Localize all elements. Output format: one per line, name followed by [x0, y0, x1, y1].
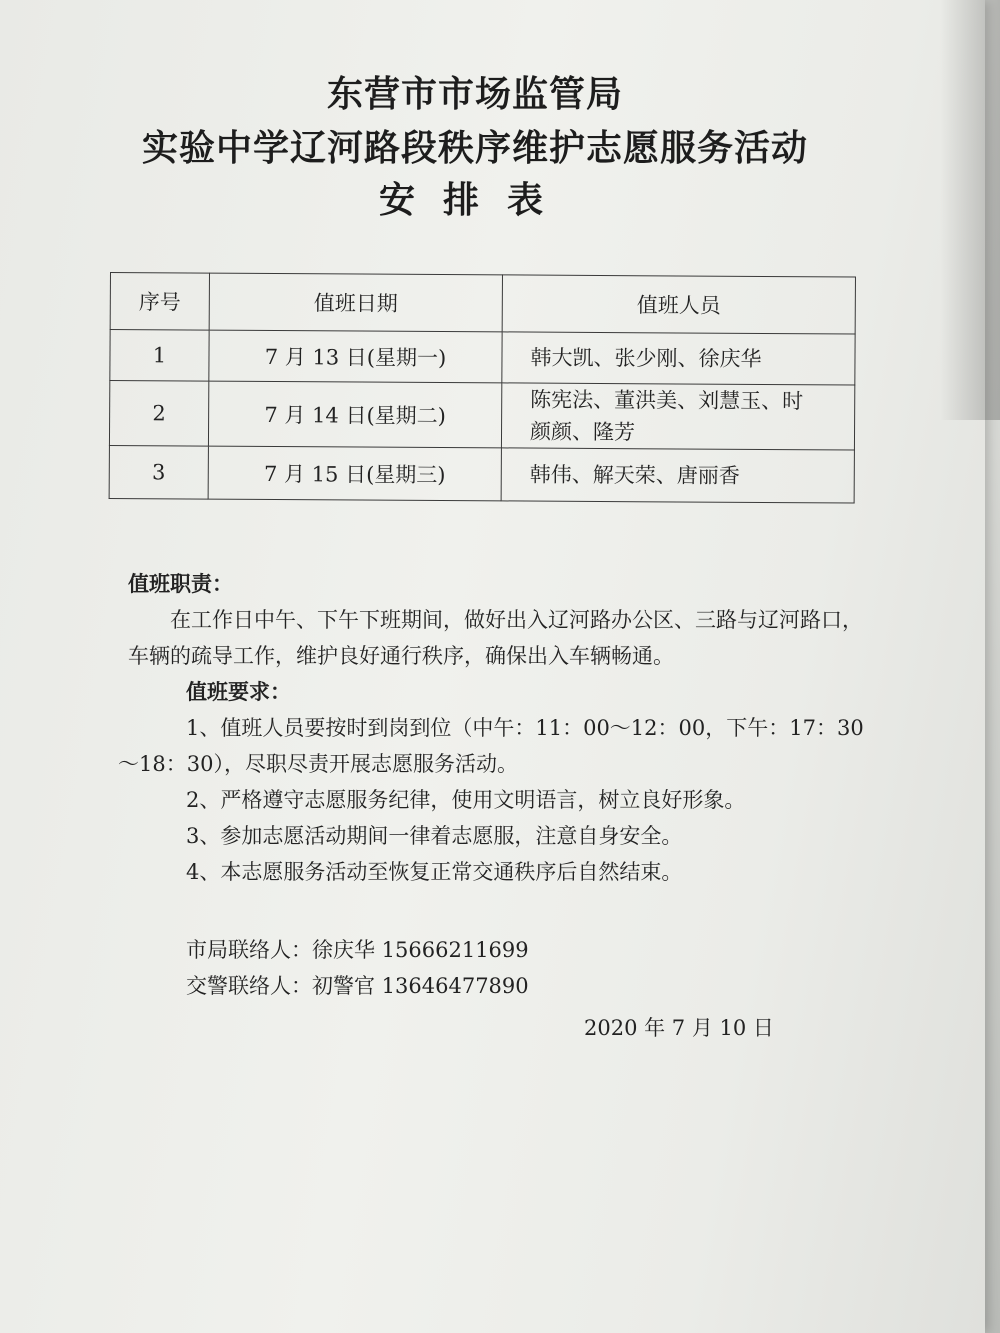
row-no: 2 — [109, 381, 208, 447]
background-edge-shadow — [940, 0, 1000, 420]
row-staff: 陈宪法、董洪美、刘慧玉、时颜颜、隆芳 — [501, 383, 854, 450]
doc-title-line2: 实验中学辽河路段秩序维护志愿服务活动 — [141, 127, 808, 169]
row-date: 7 月 13 日(星期一) — [209, 330, 502, 383]
contact-city-bureau: 市局联络人：徐庆华 15666211699 — [186, 938, 529, 962]
requirements-list — [118, 710, 868, 890]
requirement-item: 4、本志愿服务活动至恢复正常交通秩序后自然结束。 — [186, 860, 683, 884]
duty-heading: 值班职责： — [128, 571, 233, 596]
row-date: 7 月 15 日(星期三) — [208, 446, 501, 501]
document-date: 2020 年 7 月 10 日 — [584, 1016, 774, 1040]
row-no: 3 — [109, 445, 208, 499]
requirement-item: 3、参加志愿活动期间一律着志愿服，注意自身安全。 — [186, 824, 683, 848]
table-header-row — [110, 273, 855, 335]
requirement-item: 2、严格遵守志愿服务纪律，使用文明语言，树立良好形象。 — [186, 788, 746, 812]
doc-title-line3: 安排表 — [378, 179, 571, 221]
duty-roster-table — [109, 272, 856, 504]
table-row — [110, 330, 855, 386]
duty-text: 在工作日中午、下午下班期间，做好出入辽河路办公区、三路与辽河路口，车辆的疏导工作，维护良好通行秩序，确保出入车辆畅通。 — [128, 608, 863, 668]
header-no: 序号 — [110, 273, 209, 331]
header-staff: 值班人员 — [502, 275, 855, 334]
document-body — [118, 566, 868, 1004]
table-row — [109, 445, 854, 503]
row-no: 1 — [110, 330, 209, 382]
requirements-heading: 值班要求： — [186, 679, 291, 704]
table-row — [109, 381, 854, 451]
doc-title-line1: 东营市市场监管局 — [326, 73, 623, 115]
header-date: 值班日期 — [209, 273, 502, 332]
contact-traffic-police: 交警联络人：初警官 13646477890 — [186, 974, 529, 998]
requirement-item: 1、值班人员要按时到岗到位（中午：11：00～12：00，下午：17：30～18：30），尽职尽责开展志愿服务活动。 — [118, 716, 864, 776]
row-staff: 韩伟、解天荣、唐丽香 — [501, 448, 854, 503]
contacts-block — [128, 932, 868, 1004]
row-staff: 韩大凯、张少刚、徐庆华 — [502, 332, 855, 385]
row-date: 7 月 14 日(星期二) — [208, 381, 501, 448]
